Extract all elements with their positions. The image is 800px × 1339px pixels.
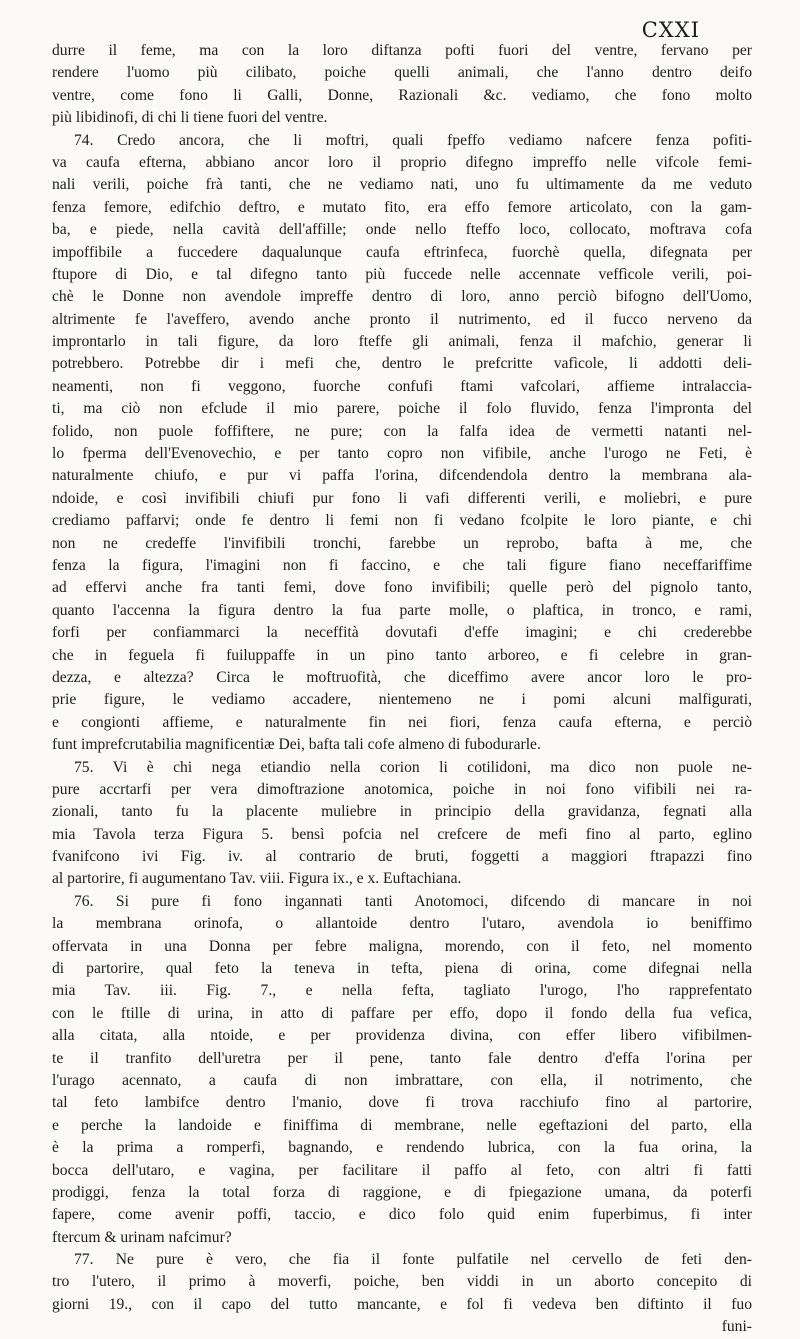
- text-line: folido, non puole foffiftere, ne pure; con la falfa idea de vermetti natanti nel-: [52, 422, 752, 440]
- text-line: 74. Credo ancora, che li moftri, quali fpeffo vediamo nafcere fenza pofiti-: [74, 131, 752, 149]
- text-line: prodiggi, fenza la total forza di raggione, e di fpiegazione umana, da poterfi: [52, 1183, 752, 1201]
- text-line: tro l'utero, il primo à moverfi, poiche, ben viddi in un aborto concepito di: [52, 1273, 752, 1291]
- text-line: durre il feme, ma con la loro diftanza pofti fuori del ventre, fervano per: [52, 42, 752, 59]
- text-line: improntarlo in tali figure, da loro fteffe gli animali, fenza il mafchio, generar li: [52, 333, 752, 351]
- page-number: CXXI: [641, 18, 700, 42]
- text-line: ad effervi anche fra tanti femi, dove fono invifibili; quelle però del pignolo tanto,: [52, 579, 752, 597]
- text-line: offervata in una Donna per febre maligna, morendo, con il feto, nel momento: [52, 937, 752, 955]
- text-line: fenza femore, edifchio deftro, e mutato fito, era effo femore articolato, con la gam-: [52, 198, 752, 216]
- text-line: ti, ma ciò non efclude il mio parere, poiche il folo fluvido, fenza l'impronta del: [52, 400, 752, 418]
- text-line: neamenti, non fi veggono, fuorche confufi ftami vafcolari, affieme intralaccia-: [52, 377, 752, 395]
- text-line: lo fperma dell'Evenovechio, e per tanto copro non vifibile, anche l'urogo ne Feti, è: [52, 445, 752, 463]
- text-line: l'urago acennato, a caufa di non imbrattare, con ella, il notrimento, che: [52, 1071, 752, 1089]
- text-line: ndoide, e così invifibili chiufi pur fono li vafi differenti verili, e moliebri, e pure: [52, 489, 752, 507]
- text-line: rendere l'uomo più cilibato, poiche quelli animali, che l'anno dentro deifo: [52, 64, 752, 82]
- text-line: è la prima a romperfi, bagnando, e rendendo lubrica, con la fua orina, la: [52, 1139, 752, 1157]
- text-line: al partorire, fi augumentano Tav. viii. Figura ix., e x. Euftachiana.: [52, 870, 462, 888]
- text-line: 77. Ne pure è vero, che fia il fonte pulfatile nel cervello de feti den-: [74, 1251, 752, 1269]
- text-line: naturalmente chiufo, e pur vi paffa l'orina, difcendendola dentro la membrana ala-: [52, 467, 752, 485]
- text-line: 76. Si pure fi fono ingannati tanti Anotomoci, difcendo di mancare in noi: [74, 892, 752, 910]
- text-line: va caufa efterna, abbiano ancor loro il proprio difegno impreffo nelle vifcole femi-: [52, 153, 752, 171]
- text-line: la membrana orinofa, o allantoide dentro l'utaro, avendola io beniffimo: [52, 915, 752, 933]
- text-line: tal feto lambifce dentro l'manio, dove fi trova racchiufo fino al partorire,: [52, 1094, 752, 1112]
- text-line: ba, e piede, nella cavità dell'affille; onde nello fteffo loco, collocato, moftrava cofa: [52, 221, 752, 239]
- text-line: quanto l'accenna la figura dentro la fua parte molle, o plaftica, in tronco, e rami,: [52, 601, 752, 619]
- text-line: ventre, come fono li Galli, Donne, Razionali &c. vediamo, che fono molto: [52, 86, 752, 104]
- text-line: te il tranfito dell'uretra per il pene, tanto fale dentro d'effa l'orina per: [52, 1049, 752, 1067]
- text-line: dezza, e altezza? Circa le moftruofità, che diceffimo avere ancor loro le pro-: [52, 668, 752, 686]
- text-line: fenza la figura, l'imagini non fi faccino, e che tali figure fiano neceffariffime: [52, 556, 752, 574]
- text-line: mia Tav. iii. Fig. 7., e nella fefta, tagliato l'urogo, l'ho rapprefentato: [52, 982, 752, 1000]
- text-line: alla citata, alla ntoide, e per providenza divina, con effer libero vifibilmen-: [52, 1027, 752, 1045]
- text-line: nali verili, poiche frà tanti, che ne vediamo nati, uno fu ultimamente da me veduto: [52, 176, 752, 194]
- text-line: mia Tavola terza Figura 5. bensì pofcia nel crefcere de mefi fino al parto, eglino: [52, 825, 752, 843]
- text-line: fvanifcono ivi Fig. iv. al contrario de bruti, foggetti a maggiori ftrapazzi fino: [52, 848, 752, 866]
- text-line: funi-: [721, 1318, 752, 1336]
- text-line: bocca dell'utaro, e vagina, per facilitare il paffo al feto, con altri fi fatti: [52, 1161, 752, 1179]
- text-line: non ne credeffe l'invifibili tronchi, farebbe un reprobo, bafta à me, che: [52, 534, 752, 552]
- page-body: [52, 40, 752, 1339]
- text-line: ftercum & urinam nafcimur?: [52, 1228, 232, 1246]
- text-line: crediamo paffarvi; onde fe dentro li femi non fi vedano fcolpite le loro piante, e chi: [52, 512, 752, 530]
- text-line: e perche la landoide e finiffima di membrane, nelle egeftazioni del parto, ella: [52, 1116, 752, 1134]
- text-line: forfi per confiammarci la neceffità dovutafi d'effe imagini; e chi crederebbe: [52, 624, 752, 642]
- text-line: fapere, come avenir poffi, taccio, e dico folo quid enim fuperbimus, fi inter: [52, 1206, 752, 1224]
- text-line: funt imprefcrutabilia magnificentiæ Dei, bafta tali cofe almeno di fubodurarle.: [52, 736, 541, 754]
- text-line: impoffibile a fuccedere daqualunque caufa eftrinfeca, fuorchè quella, difegnata per: [52, 243, 752, 261]
- text-line: zionali, tanto fu la placente muliebre in principio della gravidanza, fegnati alla: [52, 803, 752, 821]
- text-line: giorni 19., con il capo del tutto mancante, e fol fi vedeva ben diftinto il fuo: [52, 1295, 752, 1313]
- text-line: 75. Vi è chi nega etiandio nella corion li cotilidoni, ma dico non puole ne-: [74, 758, 752, 776]
- text-line: ftupore di Dio, e tal difegno tanto più fuccede nelle accennate veffìcole verili, poi-: [52, 265, 752, 283]
- text-line: di partorire, qual feto la teneva in tefta, piena di orina, come difegnai nella: [52, 960, 752, 978]
- text-line: potrebbero. Potrebbe dir i mefi che, dentro le prefcritte vafìcole, li addotti deli-: [52, 355, 752, 373]
- text-line: più libidinofi, di chi li tiene fuori del ventre.: [52, 109, 328, 127]
- text-line: pure accrtarfi per vera dimoftrazione anotomica, poiche in noi fono vifibili nei ra-: [52, 780, 752, 798]
- text-line: che in feguela fi fuiluppaffe in un pino tanto arboreo, e fi celebre in gran-: [52, 646, 752, 664]
- text-line: e congionti affieme, e naturalmente fin nei fiori, fenza caufa efterna, e perciò: [52, 713, 752, 731]
- text-line: altrimente fe l'aveffero, avendo anche pronto il nutrimento, ed il fucco nerveno da: [52, 310, 752, 328]
- text-line: chè le Donne non avendole impreffe dentro di loro, anno perciò bifogno dell'Uomo,: [52, 288, 752, 306]
- text-line: con le ftille di urina, in atto di paffare per effo, dopo il fondo della fua vefica,: [52, 1004, 752, 1022]
- text-line: prie figure, le vediamo accadere, nientemeno ne i pomi alcuni malfigurati,: [52, 691, 752, 709]
